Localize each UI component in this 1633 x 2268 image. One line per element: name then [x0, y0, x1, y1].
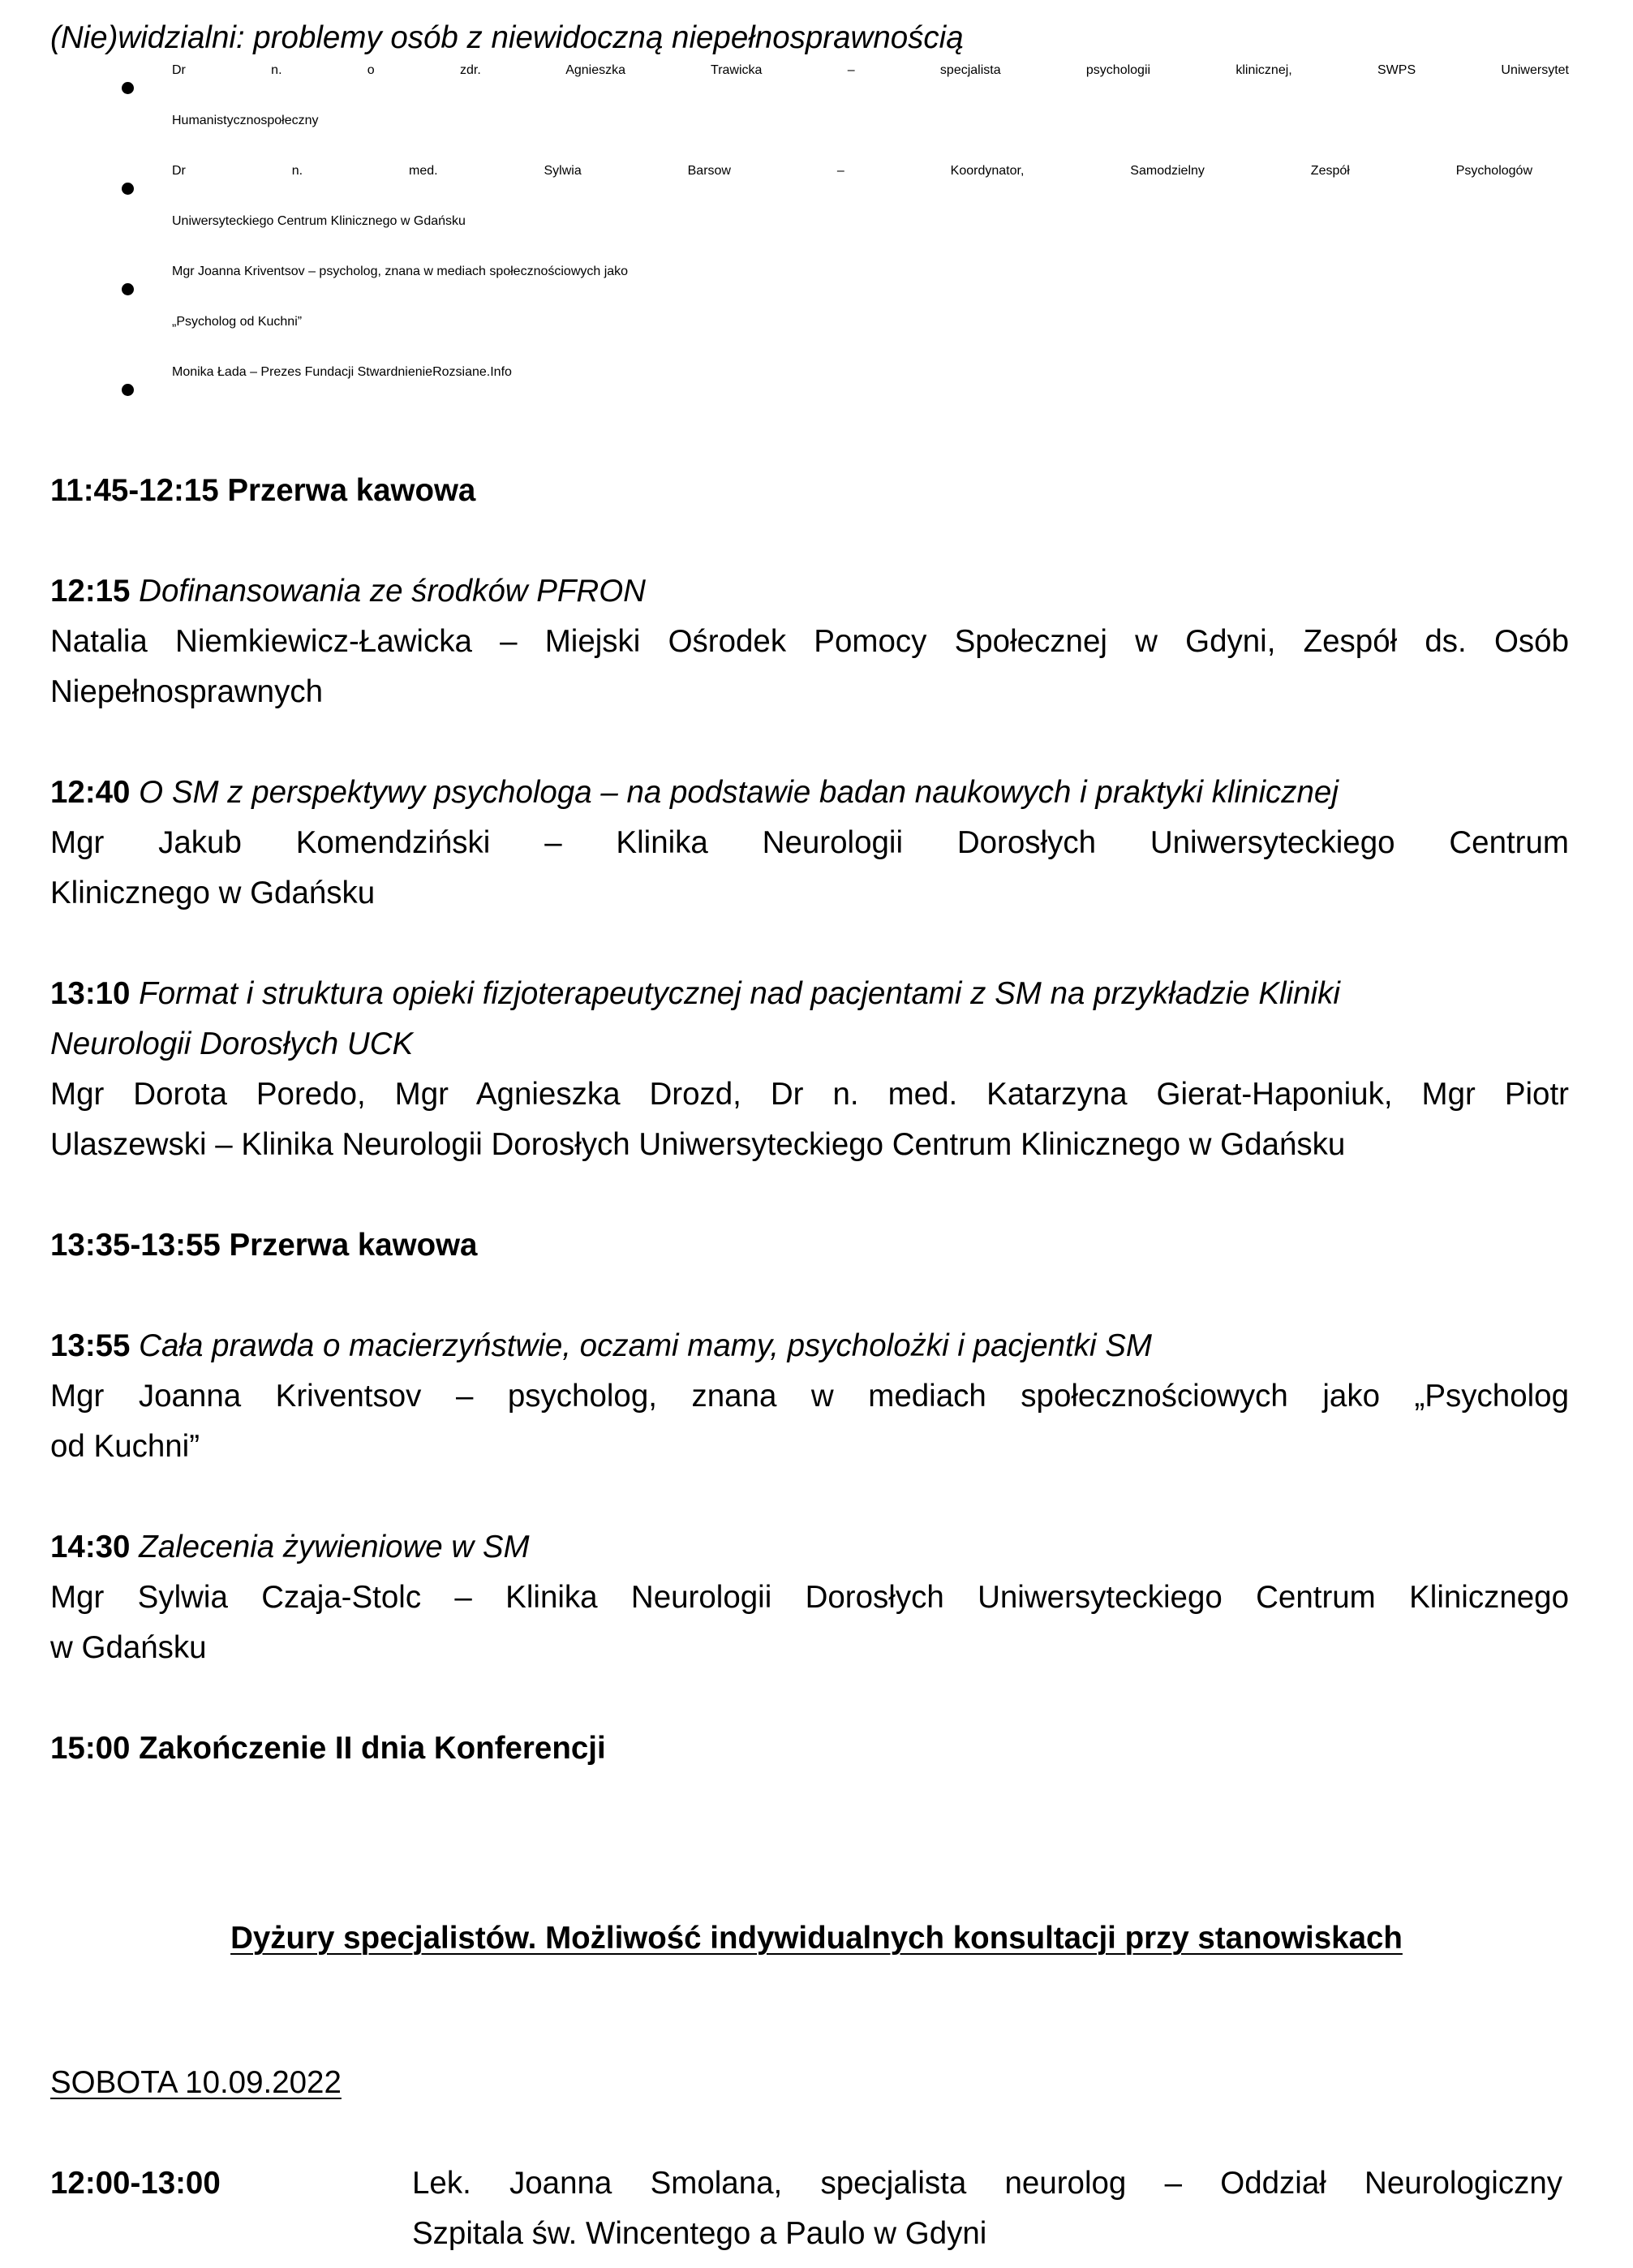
session-2-heading	[50, 768, 1569, 818]
speaker-line: Dr n. o zdr. Agnieszka Trawicka – specjalista psychologii klinicznej, SWPS Uniwersytet	[172, 63, 1569, 77]
session-title: Cała prawda o macierzyństwie, oczami mamy, psycholożki i pacjentki SM	[139, 1328, 1152, 1363]
duty-slot-time: 12:00-13:00	[50, 2166, 221, 2201]
session-title: Dofinansowania ze środków PFRON	[139, 574, 646, 609]
bullet-icon	[122, 82, 134, 94]
session-5-speaker-line: Mgr Sylwia Czaja-Stolc – Klinika Neurologii Dorosłych Uniwersyteckiego Centrum Klinicznego	[50, 1580, 1569, 1615]
session-title: O SM z perspektywy psychologa – na podstawie badan naukowych i praktyki klinicznej	[139, 775, 1339, 810]
session-1-speaker-line: Natalia Niemkiewicz-Ławicka – Miejski Ośrodek Pomocy Społecznej w Gdyni, Zespół ds. Osób	[50, 624, 1569, 659]
session-5-heading	[50, 1522, 1569, 1573]
session-3-speaker-line: Ulaszewski – Klinika Neurologii Dorosłych Uniwersyteckiego Centrum Klinicznego w Gdańsku	[50, 1127, 1346, 1162]
panel-speaker-2	[122, 164, 1569, 214]
session-time: 12:40	[50, 775, 131, 810]
bullet-icon	[122, 183, 134, 195]
speaker-line: „Psycholog od Kuchni”	[172, 315, 303, 329]
panel-speaker-1	[122, 63, 1569, 114]
bullet-icon	[122, 384, 134, 396]
speaker-line: Mgr Joanna Kriventsov – psycholog, znana w mediach społecznościowych jako	[172, 265, 629, 278]
session-3-title-cont: Neurologii Dorosłych UCK	[50, 1026, 414, 1061]
coffee-break-2: 13:35-13:55 Przerwa kawowa	[50, 1228, 478, 1263]
session-1-heading	[50, 566, 1569, 617]
duty-slot-line: Szpitala św. Wincentego a Paulo w Gdyni	[412, 2216, 987, 2251]
day-heading: SOBOTA 10.09.2022	[50, 2065, 342, 2100]
session-4-speaker-line: od Kuchni”	[50, 1429, 200, 1464]
session-2-speaker-line: Klinicznego w Gdańsku	[50, 876, 376, 910]
duty-slot-line: Lek. Joanna Smolana, specjalista neurolog – Oddział Neurologiczny	[412, 2166, 1562, 2201]
panel-speaker-2-cont	[122, 214, 1569, 265]
panel-speaker-3	[122, 265, 1569, 315]
speaker-line: Monika Łada – Prezes Fundacji StwardnienieRozsiane.Info	[172, 365, 512, 379]
session-time: 13:55	[50, 1328, 131, 1363]
panel-speaker-1-cont	[122, 114, 1569, 164]
panel-title: (Nie)widzialni: problemy osób z niewidoczną niepełnosprawnością	[50, 20, 964, 55]
coffee-break-1: 11:45-12:15 Przerwa kawowa	[50, 473, 476, 508]
session-1-speaker-line: Niepełnosprawnych	[50, 674, 323, 709]
session-title: Zalecenia żywieniowe w SM	[139, 1530, 530, 1564]
session-time: 13:10	[50, 976, 131, 1011]
session-time: 14:30	[50, 1530, 131, 1564]
session-2-speaker-line: Mgr Jakub Komendziński – Klinika Neurologii Dorosłych Uniwersyteckiego Centrum	[50, 825, 1569, 860]
session-3-speaker-line: Mgr Dorota Poredo, Mgr Agnieszka Drozd, Dr n. med. Katarzyna Gierat-Haponiuk, Mgr Piotr	[50, 1077, 1569, 1112]
duty-heading: Dyżury specjalistów. Możliwość indywidualnych konsultacji przy stanowiskach	[230, 1921, 1403, 1956]
session-4-heading	[50, 1321, 1569, 1371]
conference-closing: 15:00 Zakończenie II dnia Konferencji	[50, 1731, 606, 1766]
panel-speaker-3-cont	[122, 315, 1569, 365]
speaker-line: Humanistycznospołeczny	[172, 114, 319, 127]
session-3-heading	[50, 969, 1569, 1019]
panel-speaker-4	[122, 365, 1569, 415]
bullet-icon	[122, 283, 134, 295]
speaker-line: Uniwersyteckiego Centrum Klinicznego w Gdańsku	[172, 214, 466, 228]
session-title: Format i struktura opieki fizjoterapeutycznej nad pacjentami z SM na przykładzie Kliniki	[139, 976, 1340, 1011]
speaker-line: Dr n. med. Sylwia Barsow – Koordynator, Samodzielny Zespół Psychologów	[172, 164, 1532, 178]
session-time: 12:15	[50, 574, 131, 609]
session-4-speaker-line: Mgr Joanna Kriventsov – psycholog, znana w mediach społecznościowych jako „Psycholog	[50, 1379, 1569, 1414]
session-5-speaker-line: w Gdańsku	[50, 1630, 207, 1665]
